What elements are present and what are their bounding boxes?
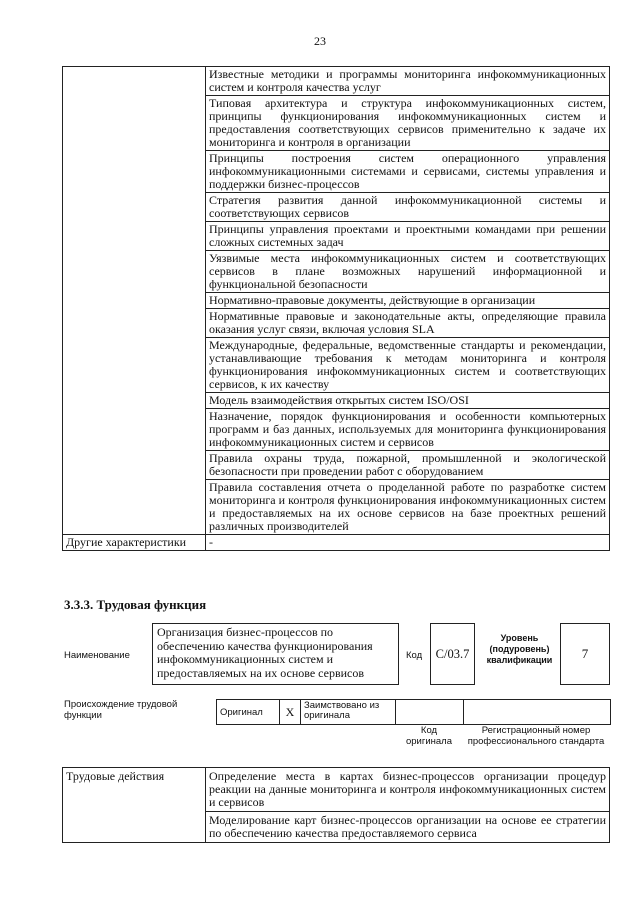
name-label: Наименование xyxy=(64,650,130,661)
other-characteristics-label: Другие характеристики xyxy=(63,535,206,551)
requirement-item: Принципы построения систем операционного управления инфокоммуникационными системами и сервисами, системы управления и поддержки бизнес-процессов xyxy=(206,151,610,193)
requirement-item: Известные методики и программы мониторинга инфокоммуникационных систем и контроля качества услуг xyxy=(206,67,610,96)
level-label-line: Уровень xyxy=(500,633,539,643)
labor-function-name: Организация бизнес-процессов по обеспечению качества функционирования инфокоммуникационных систем и предоставляемых на их основе сервисов xyxy=(152,623,399,685)
qualification-level-value: 7 xyxy=(560,623,610,685)
level-label-line: квалификации xyxy=(486,655,553,665)
requirement-item: Стратегия развития данной инфокоммуникационной системы и соответствующих сервисов xyxy=(206,193,610,222)
origin-table xyxy=(216,699,611,725)
registration-number-caption: Регистрационный номер профессионального стандарта xyxy=(467,725,605,747)
borrowed-label: Заимствовано из оригинала xyxy=(301,700,396,725)
requirement-item: Международные, федеральные, ведомственные стандарты и рекомендации, устанавливающие требования к методам мониторинга и контроля функционирования инфокоммуникационных систем и соответствующих сервисов, к их качеству xyxy=(206,338,610,393)
requirement-item: Уязвимые места инфокоммуникационных систем и соответствующих сервисов в плане возможных нарушений информационной и функциональной безопасности xyxy=(206,251,610,293)
code-label: Код xyxy=(406,650,423,661)
registration-number-cell xyxy=(464,700,611,725)
labor-action-item: Моделирование карт бизнес-процессов организации на основе ее стратегии по обеспечению качества предоставляемого сервиса xyxy=(206,812,610,843)
table-row xyxy=(63,535,610,551)
labor-actions-label: Трудовые действия xyxy=(63,768,206,843)
requirements-table xyxy=(62,66,610,551)
table-row xyxy=(63,768,610,812)
requirement-item: Принципы управления проектами и проектными командами при решении сложных системных задач xyxy=(206,222,610,251)
requirement-item: Нормативно-правовые документы, действующие в организации xyxy=(206,293,610,309)
origin-code-cell xyxy=(396,700,464,725)
requirement-item: Правила охраны труда, пожарной, промышленной и экологической безопасности при проведении работ с оборудованием xyxy=(206,451,610,480)
requirement-item: Типовая архитектура и структура инфокоммуникационных систем, принципы функционирования инфокоммуникационных систем и предоставления соответствующих сервисов применительно к задаче их мониторинга и контроля в организации xyxy=(206,96,610,151)
section-title: 3.3.3. Трудовая функция xyxy=(64,597,207,612)
table-row xyxy=(63,67,610,96)
labor-actions-table xyxy=(62,767,610,843)
level-label-line: (подуровень) xyxy=(489,644,550,654)
requirement-item: Правила составления отчета о проделанной работе по разработке систем мониторинга и контроля функционирования инфокоммуникационных систем и предоставляемых на их основе сервисов на базе проектных решений различных производителей xyxy=(206,480,610,535)
table-row xyxy=(217,700,611,725)
page-number: 23 xyxy=(314,34,326,48)
requirement-item: Назначение, порядок функционирования и особенности компьютерных программ и баз данных, используемых для мониторинга функционирования инфокоммуникационных систем и сервисов xyxy=(206,409,610,451)
origin-label: Происхождение трудовой функции xyxy=(64,699,178,721)
original-label: Оригинал xyxy=(217,700,280,725)
qualification-level-label xyxy=(482,633,557,666)
requirements-label-cell xyxy=(63,67,206,535)
labor-function-code: C/03.7 xyxy=(430,623,475,685)
labor-action-item: Определение места в картах бизнес-процессов организации процедур реакции на данные мониторинга и контроля инфокоммуникационных систем и сервисов xyxy=(206,768,610,812)
requirement-item: Нормативные правовые и законодательные акты, определяющие правила оказания услуг связи, включая условия SLA xyxy=(206,309,610,338)
other-characteristics-value: - xyxy=(206,535,610,551)
code-original-caption: Код оригинала xyxy=(405,725,452,747)
original-mark: X xyxy=(280,700,301,725)
requirement-item: Модель взаимодействия открытых систем ISO/OSI xyxy=(206,393,610,409)
